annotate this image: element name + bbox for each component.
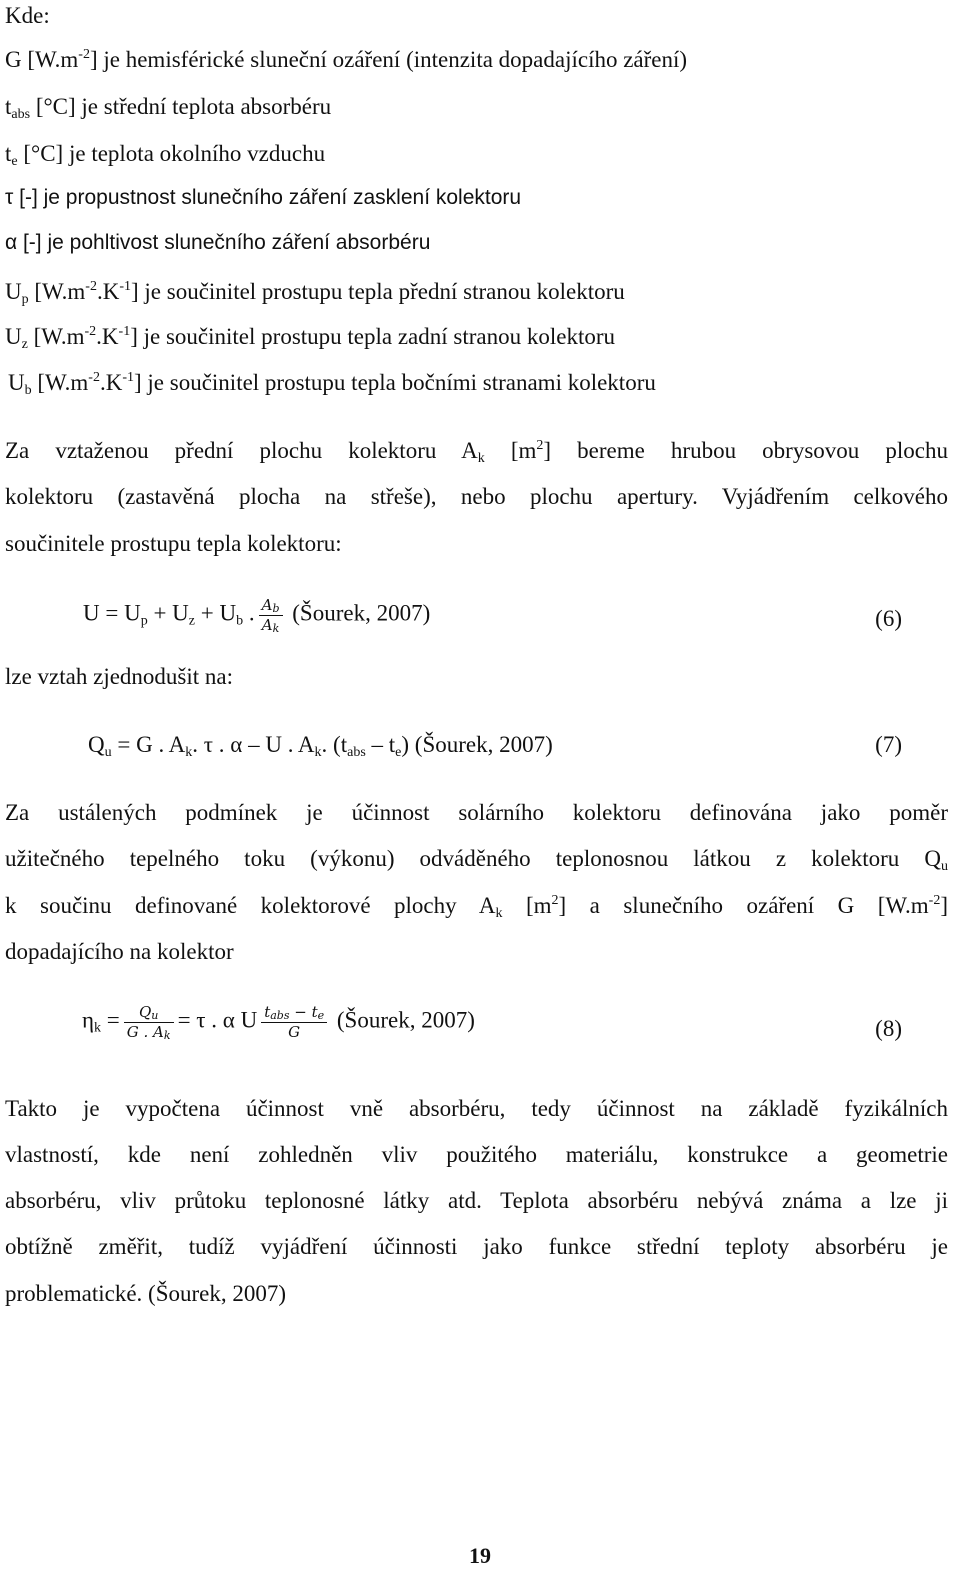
fraction-temp-diff-over-g: $\frac{t_{abs} - t_e}{G}$ xyxy=(261,1003,327,1042)
def-absorptance: α [-] je pohltivost slunečního záření absorbéru xyxy=(5,231,431,254)
def-transmittance: τ [-] je propustnost slunečního záření zasklení kolektoru xyxy=(5,186,522,209)
heading-kde: Kde: xyxy=(5,3,50,28)
def-ambient-temperature: $t_e$ [°C] je teplota okolního vzduchu xyxy=(5,141,326,169)
equation-7-number: (7) xyxy=(875,732,902,757)
equation-7: $Q_u = G$ . $A_k$. τ . α – U . $A_k$. $(t_{abs} - t_e)$ (Šourek, 2007) xyxy=(88,732,553,760)
paragraph-2-line-1: Za ustálených podmínek je účinnost solárního kolektoru definována jako poměr xyxy=(5,800,948,825)
paragraph-1-line-2: kolektoru (zastavěná plocha na střeše), nebo plochu apertury. Vyjádřením celkového xyxy=(5,484,948,509)
paragraph-2-line-3: k součinu definované kolektorové plochy $A_k$ $[m^2]$ a slunečního ozáření G $[W.m^{-2}]$ xyxy=(5,893,948,921)
paragraph-3-line-4: obtížně změřit, tudíž vyjádření účinnosti jako funkce střední teploty absorbéru je xyxy=(5,1234,948,1259)
def-irradiance: G $[W.m^{-2}]$ je hemisférické sluneční ozáření (intenzita dopadajícího záření) xyxy=(5,47,688,72)
fraction-ab-over-ak: $\frac{A_b}{A_k}$ xyxy=(259,596,283,635)
paragraph-2-line-4: dopadajícího na kolektor xyxy=(5,939,234,964)
equation-8-number: (8) xyxy=(875,1016,902,1041)
fraction-qu-over-gak: $\frac{Q_u}{G . A_k}$ xyxy=(124,1003,174,1042)
paragraph-3-line-1: Takto je vypočtena účinnost vně absorbéru, tedy účinnost na základě fyzikálních xyxy=(5,1096,948,1121)
def-absorber-temperature: $t_{abs}$ [°C] je střední teplota absorbéru xyxy=(5,94,332,122)
paragraph-3-line-2: vlastností, kde není zohledněn vliv použitého materiálu, konstrukce a geometrie xyxy=(5,1142,948,1167)
simplify-text: lze vztah zjednodušit na: xyxy=(5,664,234,689)
def-rear-loss-coefficient: $U_z$ $[W.m^{-2}.K^{-1}]$ je součinitel prostupu tepla zadní stranou kolektoru xyxy=(5,324,616,352)
equation-8: $\eta_k$ = $\frac{Q_u}{G . A_k}$ = τ . α U $\frac{t_{abs} - t_e}{G}$ (Šourek, 2007) xyxy=(82,1003,475,1042)
paragraph-2-line-2: užitečného tepelného toku (výkonu) odváděného teplonosnou látkou z kolektoru $Q_u$ xyxy=(5,846,948,874)
page-number: 19 xyxy=(469,1543,491,1568)
equation-6-number: (6) xyxy=(875,606,902,631)
paragraph-3-line-5: problematické. (Šourek, 2007) xyxy=(5,1281,287,1306)
paragraph-1-line-3: součinitele prostupu tepla kolektoru: xyxy=(5,531,342,556)
def-front-loss-coefficient: $U_p$ $[W.m^{-2}.K^{-1}]$ je součinitel prostupu tepla přední stranou kolektoru xyxy=(5,279,625,307)
paragraph-1-line-1: Za vztaženou přední plochu kolektoru $A_k$ $[m^2]$ bereme hrubou obrysovou plochu xyxy=(5,438,948,466)
paragraph-3-line-3: absorbéru, vliv průtoku teplonosné látky atd. Teplota absorbéru nebývá známa a lze ji xyxy=(5,1188,948,1213)
equation-6: $U = U_p + U_z + U_b$ . $\frac{A_b}{A_k}$ (Šourek, 2007) xyxy=(83,596,431,635)
def-side-loss-coefficient: $U_b$ $[W.m^{-2}.K^{-1}]$ je součinitel prostupu tepla bočními stranami kolektoru xyxy=(8,370,656,398)
